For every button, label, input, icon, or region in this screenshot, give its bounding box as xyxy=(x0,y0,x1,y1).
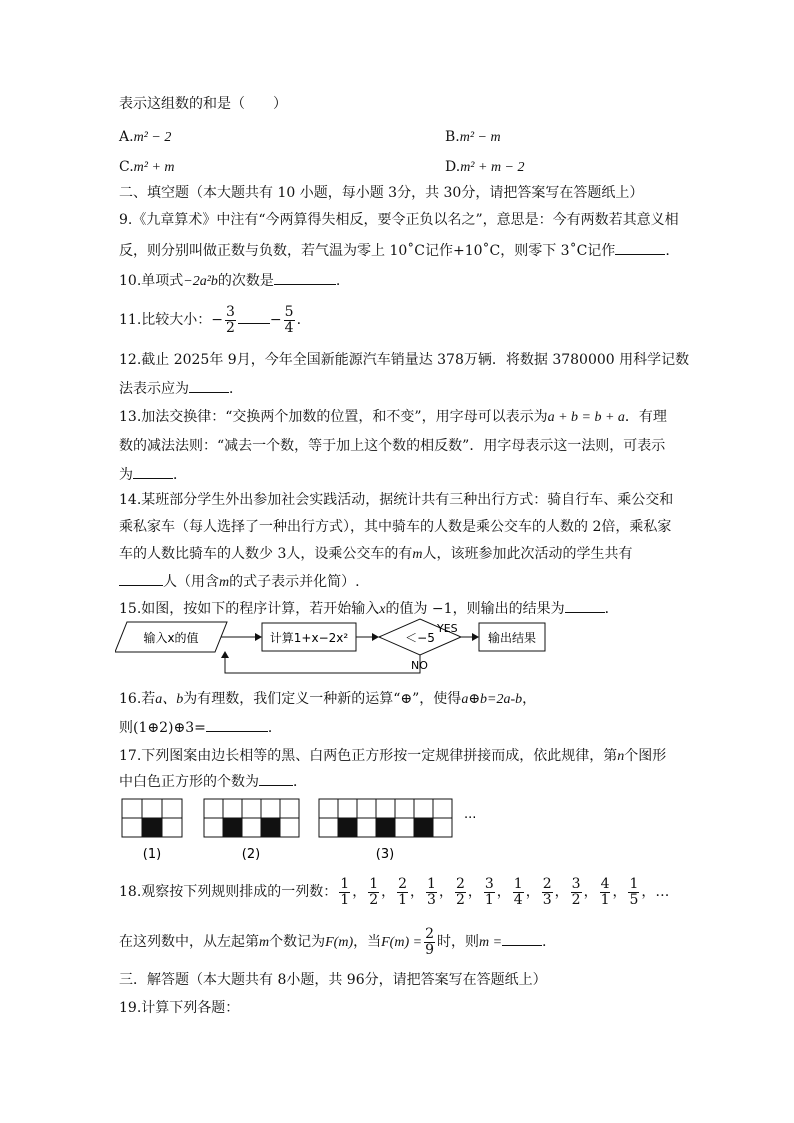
q8-option-b: B.m² − m xyxy=(445,129,501,145)
q14-line4: 人（用含m的式子表示并化简）. xyxy=(119,571,360,593)
q18-seq-fraction: $\frac{4}{1}$ xyxy=(600,875,610,908)
q10-blank[interactable] xyxy=(274,270,336,285)
figure-label-2: (2) xyxy=(241,847,261,862)
figure-ellipsis: ··· xyxy=(464,811,477,826)
figure-1 xyxy=(122,799,182,837)
q18-fraction: $\frac{2}{9}$ xyxy=(425,925,434,958)
q18-line1: 18.观察按下列规则排成的一列数： $\frac{1}{1}$ ， $\frac{1}{2}$ ， $\frac{2}{1}$ ， $\frac{1}{3}$ ， $\frac{2}{2}$ ， $\frac{3}{1}$ ， $\frac{1}{4}$ ， $\frac{2}{3}$ ， $\frac{3}{2}$ ， $\frac{4}{1}$ ， $\frac{1}{5}$ ，… xyxy=(119,875,670,908)
q12-line2: 法表示应为 ． xyxy=(119,378,243,399)
q17-pattern-figures xyxy=(118,796,498,866)
q14-line2: 乘私家车（每人选择了一种出行方式），其中骑车的人数是乘公交车的人数的 2倍，乘私家 xyxy=(119,519,672,535)
q15-blank[interactable] xyxy=(565,598,605,613)
flow-arrowhead-1 xyxy=(255,633,262,641)
q18-blank[interactable] xyxy=(502,931,542,946)
q9-line1: 9.《九章算术》中注有“今两算得失相反，要令正负以名之”，意思是：今有两数若其意义相 xyxy=(119,212,679,228)
q18-seq-fraction: $\frac{2}{1}$ xyxy=(398,875,408,908)
flow-loop-line xyxy=(225,655,420,673)
q14-blank[interactable] xyxy=(119,571,163,586)
q16-line2: 则(1⊕2)⊕3= ． xyxy=(119,717,282,738)
figure-2 xyxy=(204,799,299,837)
q11-blank[interactable] xyxy=(238,309,270,324)
q13-blank[interactable] xyxy=(133,464,173,479)
flow-arrowhead-loop xyxy=(221,651,229,658)
q19: 19.计算下列各题： xyxy=(119,1000,240,1016)
q11-fraction-1: $\frac{3}{2}$ xyxy=(226,303,235,336)
q18-seq-fraction: $\frac{1}{3}$ xyxy=(427,875,436,908)
q17-line2: 中白色正方形的个数为 ． xyxy=(119,771,307,792)
q9-blank[interactable] xyxy=(615,240,665,255)
q13-line1: 13.加法交换律：“交换两个加数的位置，和不变”，用字母可以表示为a + b = b + a．有理 xyxy=(119,409,667,425)
q18-seq-fraction: $\frac{3}{2}$ xyxy=(571,875,581,908)
q18-seq-fraction: $\frac{1}{2}$ xyxy=(369,875,379,908)
q18-seq-fraction: $\frac{2}{2}$ xyxy=(455,875,465,908)
flow-input-label: 输入x的值 xyxy=(143,631,199,645)
q13-line2: 数的减法法则：“减去一个数，等于加上这个数的相反数”．用字母表示这一法则，可表示 xyxy=(119,438,666,454)
q8-option-c: C.m² + m xyxy=(119,159,175,175)
section3-heading: 三．解答题（本大题共有 8小题，共 96分，请把答案写在答题纸上） xyxy=(119,972,547,988)
q12-blank[interactable] xyxy=(189,378,229,393)
flow-condition-label: ＜−5 xyxy=(405,631,435,645)
q18-seq-fraction: $\frac{2}{3}$ xyxy=(542,875,552,908)
q11: 11.比较大小：− $\frac{3}{2}$ − $\frac{5}{4}$ . xyxy=(119,303,302,336)
q18-sequence: $\frac{1}{1}$ ， $\frac{1}{2}$ ， $\frac{2}{1}$ ， $\frac{1}{3}$ ， $\frac{2}{2}$ ， $\frac{3}{1}$ ， $\frac{1}{4}$ ， $\frac{2}{3}$ ， $\frac{3}{2}$ ， $\frac{4}{1}$ ， $\frac{1}{5}$ ， xyxy=(340,875,656,908)
q17-blank[interactable] xyxy=(259,771,293,786)
flow-yes-label: YES xyxy=(437,622,458,635)
q8-tail: 表示这组数的和是（ ） xyxy=(119,96,287,112)
flow-compute-label: 计算1+x−2x² xyxy=(269,631,349,645)
q12-line1: 12.截止 2025年 9月，今年全国新能源汽车销量达 378万辆．将数据 3780000 用科学记数 xyxy=(119,352,690,368)
q17-line1: 17.下列图案由边长相等的黑、白两色正方形按一定规律拼接而成，依此规律，第n个图形 xyxy=(119,748,667,764)
q16-blank[interactable] xyxy=(206,717,268,732)
q14-line3: 车的人数比骑车的人数少 3人，设乘公交车的有m人，该班参加此次活动的学生共有 xyxy=(119,546,633,562)
q15-flowchart xyxy=(115,618,555,680)
q16-line1: 16.若a、b为有理数，我们定义一种新的运算“⊕”，使得a⊕b=2a-b， xyxy=(119,691,537,707)
q18-seq-fraction: $\frac{1}{1}$ xyxy=(340,875,350,908)
q18-seq-fraction: $\frac{1}{4}$ xyxy=(513,875,523,908)
flow-no-label: NO xyxy=(411,659,428,672)
q8-option-a: A.m² − 2 xyxy=(119,129,172,145)
q8-option-d: D.m² + m − 2 xyxy=(445,159,525,175)
flow-arrowhead-3 xyxy=(472,633,479,641)
figure-label-1: (1) xyxy=(142,847,162,862)
figure-label-3: (3) xyxy=(375,847,395,862)
q15-text: 15.如图，按如下的程序计算，若开始输入x的值为 −1，则输出的结果为 ． xyxy=(119,598,619,620)
figure-3 xyxy=(319,799,452,837)
q14-line1: 14.某班部分学生外出参加社会实践活动，据统计共有三种出行方式：骑自行车、乘公交和 xyxy=(119,492,674,508)
q18-line2: 在这列数中，从左起第m个数记为F(m)，当F(m) = $\frac{2}{9}$ 时，则m = . xyxy=(119,925,547,958)
q11-fraction-2: $\frac{5}{4}$ xyxy=(284,303,294,336)
q13-line3: 为 ． xyxy=(119,464,187,485)
q18-seq-fraction: $\frac{3}{1}$ xyxy=(484,875,494,908)
section2-heading: 二、填空题（本大题共有 10 小题，每小题 3分，共 30分，请把答案写在答题纸上） xyxy=(119,185,644,201)
q10: 10.单项式−2a²b的次数是 . xyxy=(119,270,340,292)
q9-line2: 反，则分别叫做正数与负数，若气温为零上 10˚C记作+10˚C，则零下 3˚C记作 . xyxy=(119,240,670,261)
flow-output-label: 输出结果 xyxy=(487,631,537,645)
q18-seq-fraction: $\frac{1}{5}$ xyxy=(629,875,639,908)
